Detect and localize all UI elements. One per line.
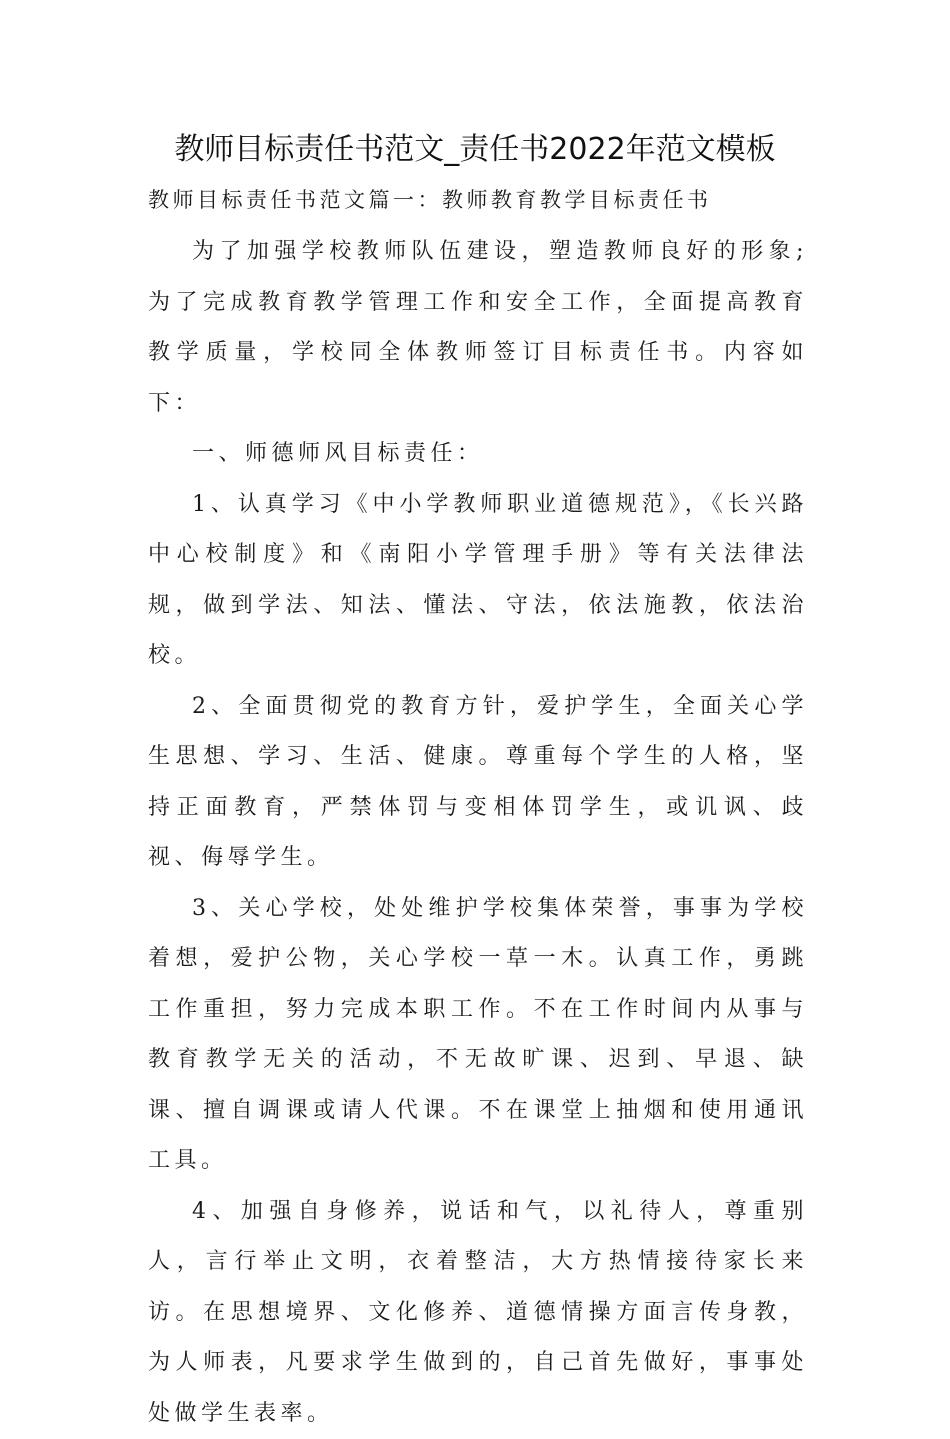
document-body xyxy=(148,227,808,1439)
paragraph-item-2: 2、全面贯彻党的教育方针，爱护学生，全面关心学生思想、学习、生活、健康。尊重每个学生的人格，坚持正面教育，严禁体罚与变相体罚学生，或讥讽、歧视、侮辱学生。 xyxy=(148,682,808,884)
paragraph-item-1: 1、认真学习《中小学教师职业道德规范》，《长兴路中心校制度》和《南阳小学管理手册》等有关法律法规，做到学法、知法、懂法、守法，依法施教，依法治校。 xyxy=(148,480,808,682)
paragraph-item-4: 4、加强自身修养，说话和气，以礼待人，尊重别人，言行举止文明，衣着整洁，大方热情接待家长来访。在思想境界、文化修养、道德情操方面言传身教，为人师表，凡要求学生做到的，自己首先做好，事事处处做学生表率。 xyxy=(148,1187,808,1439)
paragraph-intro: 为了加强学校教师队伍建设，塑造教师良好的形象;为了完成教育教学管理工作和安全工作，全面提高教育教学质量，学校同全体教师签订目标责任书。内容如下： xyxy=(148,227,808,429)
section-heading: 一、师德师风目标责任： xyxy=(148,429,808,480)
document-title: 教师目标责任书范文_责任书2022年范文模板 xyxy=(0,128,950,172)
document-subtitle: 教师目标责任书范文篇一：教师教育教学目标责任书 xyxy=(148,182,712,218)
paragraph-item-3: 3、关心学校，处处维护学校集体荣誉，事事为学校着想，爱护公物，关心学校一草一木。认真工作，勇跳工作重担，努力完成本职工作。不在工作时间内从事与教育教学无关的活动，不无故旷课、迟到、早退、缺课、擅自调课或请人代课。不在课堂上抽烟和使用通讯工具。 xyxy=(148,884,808,1187)
